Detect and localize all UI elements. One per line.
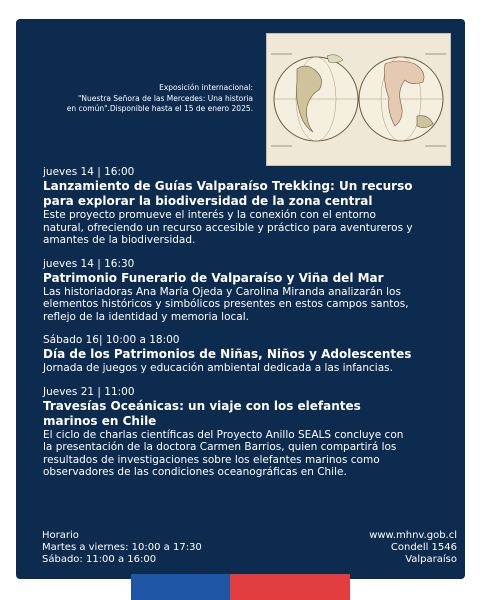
event-title: Travesías Oceánicas: un viaje con los elefantes marinos en Chile <box>43 398 361 428</box>
opening-hours <box>42 530 202 566</box>
flag-stripe-blue <box>131 574 230 600</box>
world-map-image <box>266 33 451 166</box>
event-date: Sábado 16| 10:00 a 18:00 <box>43 334 180 346</box>
street-address: Condell 1546 <box>390 542 457 553</box>
weekday-hours: Martes a viernes: 10:00 a 17:30 <box>42 542 202 553</box>
exhibition-availability: en común".Disponible hasta el 15 de enero 2025. <box>66 104 253 113</box>
city: Valparaíso <box>405 554 457 565</box>
event-description: El ciclo de charlas científicas del Proyecto Anillo SEALS concluye con la presentación de la doctora Carmen Barrios, quien compartirá los resultados de investigaciones sobre los elefantes marinos como observadores de las condiciones oceanográficas en Chile. <box>43 428 404 478</box>
event-description: Jornada de juegos y educación ambiental dedicada a las infancias. <box>43 362 393 374</box>
website-link[interactable]: www.mhnv.gob.cl <box>369 530 457 541</box>
event-title: Patrimonio Funerario de Valparaíso y Viña del Mar <box>43 270 384 285</box>
exhibition-label: Exposición internacional: <box>159 83 253 92</box>
flag-stripe-red <box>230 574 350 600</box>
exhibition-title-line: "Nuestra Señora de las Mercedes: Una historia <box>77 93 253 103</box>
saturday-hours: Sábado: 11:00 a 16:00 <box>42 554 157 565</box>
event-card <box>16 19 465 579</box>
event-item <box>43 386 413 479</box>
contact-info <box>369 530 457 566</box>
world-map-icon <box>267 34 450 165</box>
event-item <box>43 334 413 375</box>
event-date: jueves 14 | 16:30 <box>43 257 135 270</box>
hours-label: Horario <box>42 530 79 541</box>
event-item <box>43 258 413 324</box>
event-title: Lanzamiento de Guías Valparaíso Trekking: Un recurso para explorar la biodiversidad de la zona central <box>43 179 413 208</box>
event-description: Este proyecto promueve el interés y la conexión con el entorno natural, ofreciendo un recurso accesible y práctico para aventureros y amantes de la biodiversidad. <box>43 209 413 246</box>
events-list <box>43 166 413 490</box>
event-title: Día de los Patrimonios de Niñas, Niños y Adolescentes <box>43 347 412 361</box>
event-description: Las historiadoras Ana María Ojeda y Carolina Miranda analizarán los elementos históricos y simbólicos presentes en estos campos santos, reflejo de la identidad y memoria local. <box>43 285 409 323</box>
exhibition-notice <box>33 83 253 115</box>
event-date: Jueves 21 | 11:00 <box>43 385 135 398</box>
event-date: jueves 14 | 16:00 <box>43 166 135 178</box>
event-item <box>43 166 413 247</box>
